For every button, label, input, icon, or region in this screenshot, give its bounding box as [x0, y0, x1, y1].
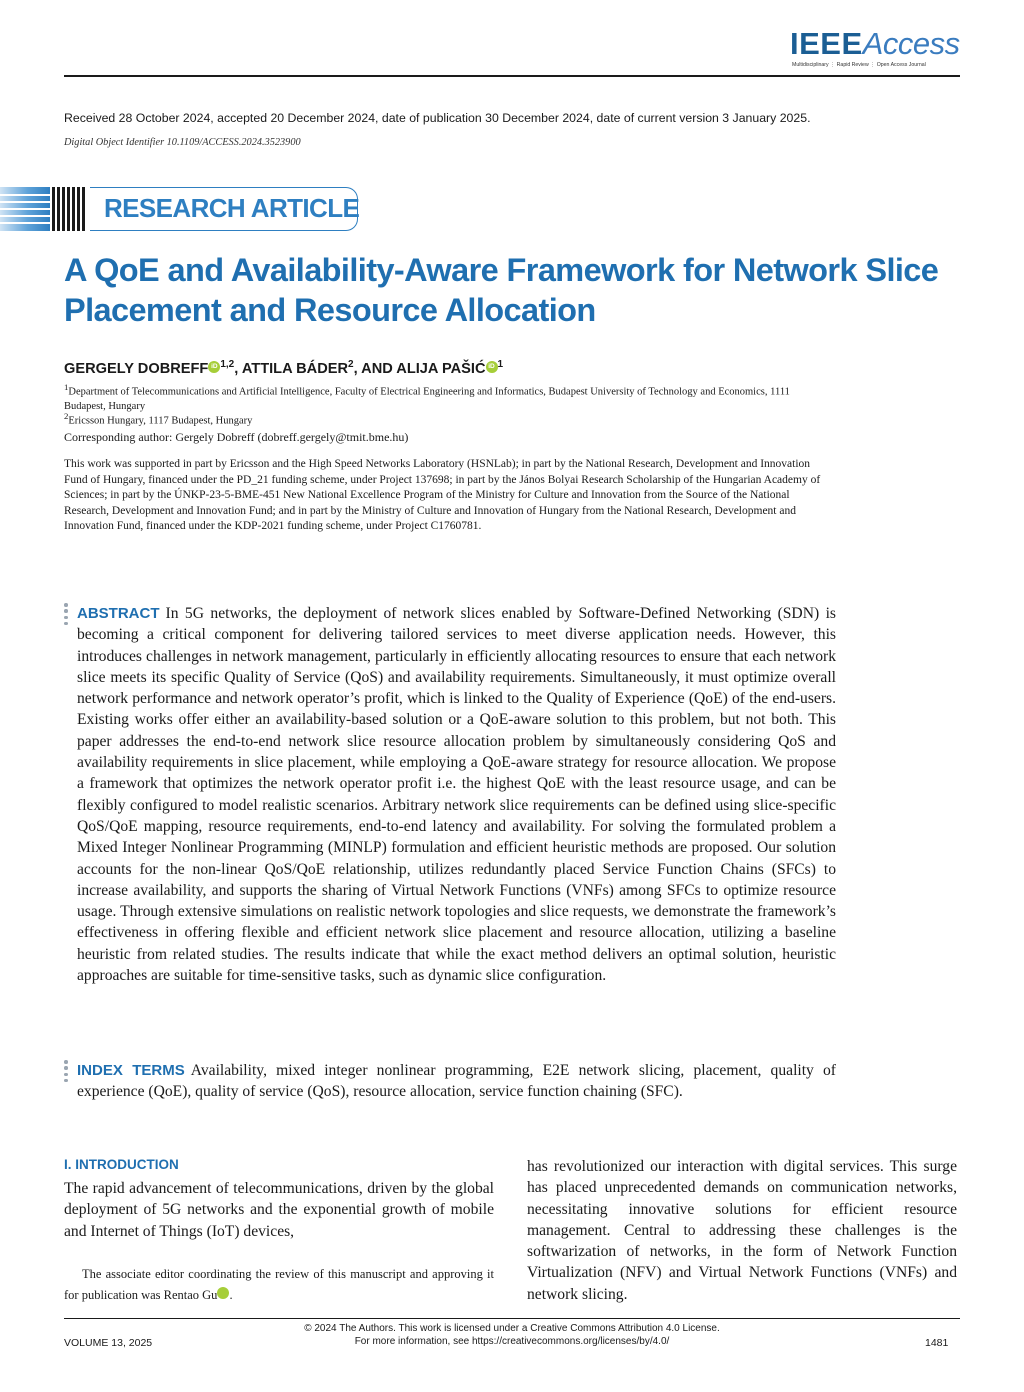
- orcid-icon[interactable]: iD: [486, 361, 498, 373]
- index-dots-decoration: [64, 1060, 68, 1085]
- orcid-icon[interactable]: iD: [208, 361, 220, 373]
- affiliation-1: $^1$Department of Telecommunications and Artificial Intelligence, Faculty of Electrical Engineering and Informatics, Budapest University of Technology and Economics, 1111 Budapest, Hungary: [64, 382, 790, 412]
- index-terms-label: INDEX TERMS: [77, 1062, 185, 1079]
- research-article-banner: [0, 185, 360, 233]
- section-heading: I. INTRODUCTION: [64, 1157, 179, 1172]
- author-name: GERGELY DOBREFF: [64, 360, 209, 377]
- index-terms: [77, 1060, 836, 1103]
- corresponding-author: Corresponding author: Gergely Dobreff (dobreff.gergely@tmit.bme.hu): [64, 430, 409, 444]
- license-notice: [200, 1322, 824, 1348]
- abstract: [77, 603, 836, 986]
- license-link[interactable]: For more information, see https://creativecommons.org/licenses/by/4.0/: [354, 1336, 670, 1347]
- ieee-access-logo: [790, 28, 960, 68]
- author-affiliation-sup: 1: [497, 359, 504, 370]
- paper-title: A QoE and Availability-Aware Framework for Network Slice Placement and Resource Allocation: [64, 252, 939, 328]
- funding-statement: This work was supported in part by Ericsson and the High Speed Networks Laboratory (HSNLab); in part by the National Research, Development and Innovation Fund of Hungary, financed under the PD_21 funding scheme, under Project 137698; in part by the János Bolyai Research Scholarship of the Hungarian Academy of Sciences; in part by the ÚNKP-23-5-BME-451 New National Excellence Program of the Ministry for Culture and Innovation from the Source of the National Research, Development and Innovation Fund; and in part by the Ministry of Culture and Innovation of Hungary from the National Research, Development and Innovation Fund, financed under the KDP-2021 funding scheme, under Project C1760781.: [64, 458, 821, 532]
- received-dates: Received 28 October 2024, accepted 20 December 2024, date of publication 30 December 2024, date of current version 3 January 2025.: [64, 111, 811, 125]
- abstract-label: ABSTRACT: [77, 605, 160, 622]
- left-column-text: The rapid advancement of telecommunications, driven by the global deployment of 5G networks and the exponential growth of mobile and Internet of Things (IoT) devices,: [64, 1180, 494, 1240]
- doi-line: Digital Object Identifier 10.1109/ACCESS.2024.3523900: [64, 137, 301, 148]
- author-name: ATTILA BÁDER: [241, 360, 349, 377]
- volume-label: VOLUME 13, 2025: [64, 1337, 153, 1349]
- banner-stripes-decoration: [0, 185, 88, 233]
- logo-tagline: Multidisciplinary ⋮ Rapid Review ⋮ Open Access Journal: [792, 62, 926, 68]
- index-terms-text: Availability, mixed integer nonlinear programming, E2E network slicing, placement, quality of experience (QoE), quality of service (QoS), resource allocation, service function chaining (SFC).: [77, 1062, 836, 1101]
- editor-footnote: The associate editor coordinating the review of this manuscript and approving it for publication was Rentao Gu iD.: [64, 1267, 494, 1302]
- header-divider: [64, 75, 960, 77]
- author-list: GERGELY DOBREFF iD $^{1,2}$, ATTILA BÁDER$^2$, AND ALIJA PAŠIĆ iD $^1$: [64, 359, 504, 377]
- page-number: 1481: [925, 1337, 949, 1349]
- article-type-label: RESEARCH ARTICLE: [104, 193, 360, 223]
- author-affiliation-sup: 1,2: [220, 359, 235, 370]
- abstract-text: In 5G networks, the deployment of network slices enabled by Software-Defined Networking (SDN) is becoming a critical component for delivering tailored services to meet diverse application needs. However, this introduces challenges in network management, particularly in efficiently allocating resources to ensure that each network slice meets its specific Quality of Service (QoS) and availability requirements. Simultaneously, it must optimize overall network performance and network operator’s profit, which is linked to the Quality of Experience (QoE) of the end-users. Existing works offer either an availability-based solution or a QoE-aware solution to this problem, but not both. This paper addresses the end-to-end network slice resource allocation problem by simultaneously considering QoS and availability requirements in slice placement, while employing a QoE-aware strategy for resource allocation. We propose a framework that optimizes the network operator profit i.e. the highest QoE with the least resource usage, and can be flexibly configured to model realistic scenarios. Arbitrary network slice requirements can be defined using slice-specific QoS/QoE mapping, resource requirements, end-to-end latency and availability. For solving the formulated problem a Mixed Integer Nonlinear Programming (MINLP) formulation and efficient heuristic methods are proposed. Our solution accounts for the non-linear QoS/QoE relationship, utilizes redundantly placed Service Function Chains (SFCs) to increase availability, and supports the sharing of Virtual Network Functions (VNFs) among SFCs to optimize resource usage. Through extensive simulations on realistic network topologies and slice requests, we demonstrate the framework’s effectiveness in offering flexible and efficient network slice placement and resource allocation, utilizing a baseline heuristic from related studies. The results indicate that while the exact method delivers an optimal solution, heuristic approaches are suitable for time-sensitive tasks, such as dynamic slice configuration.: [77, 605, 836, 985]
- logo-ieee-text: IEEE: [790, 26, 863, 61]
- abstract-dots-decoration: [64, 603, 68, 628]
- author-name: ALIJA PAŠIĆ: [396, 360, 486, 377]
- right-column-text: has revolutionized our interaction with digital services. This surge has placed unprecedented demands on communication networks, necessitating innovative solutions for efficient resource management. Central to addressing these challenges is the softwarization of networks, in the form of Network Function Virtualization (NFV) and Virtual Network Functions (VNFs) and network slicing.: [527, 1158, 957, 1303]
- logo-access-text: Access: [862, 26, 960, 61]
- license-line: © 2024 The Authors. This work is licensed under a Creative Commons Attribution 4.0 License.: [304, 1323, 720, 1334]
- author-affiliation-sup: 2: [348, 359, 354, 370]
- footer-divider: [64, 1318, 960, 1319]
- affiliation-2: $^2$Ericsson Hungary, 1117 Budapest, Hungary: [64, 411, 253, 427]
- orcid-icon[interactable]: iD: [217, 1287, 229, 1299]
